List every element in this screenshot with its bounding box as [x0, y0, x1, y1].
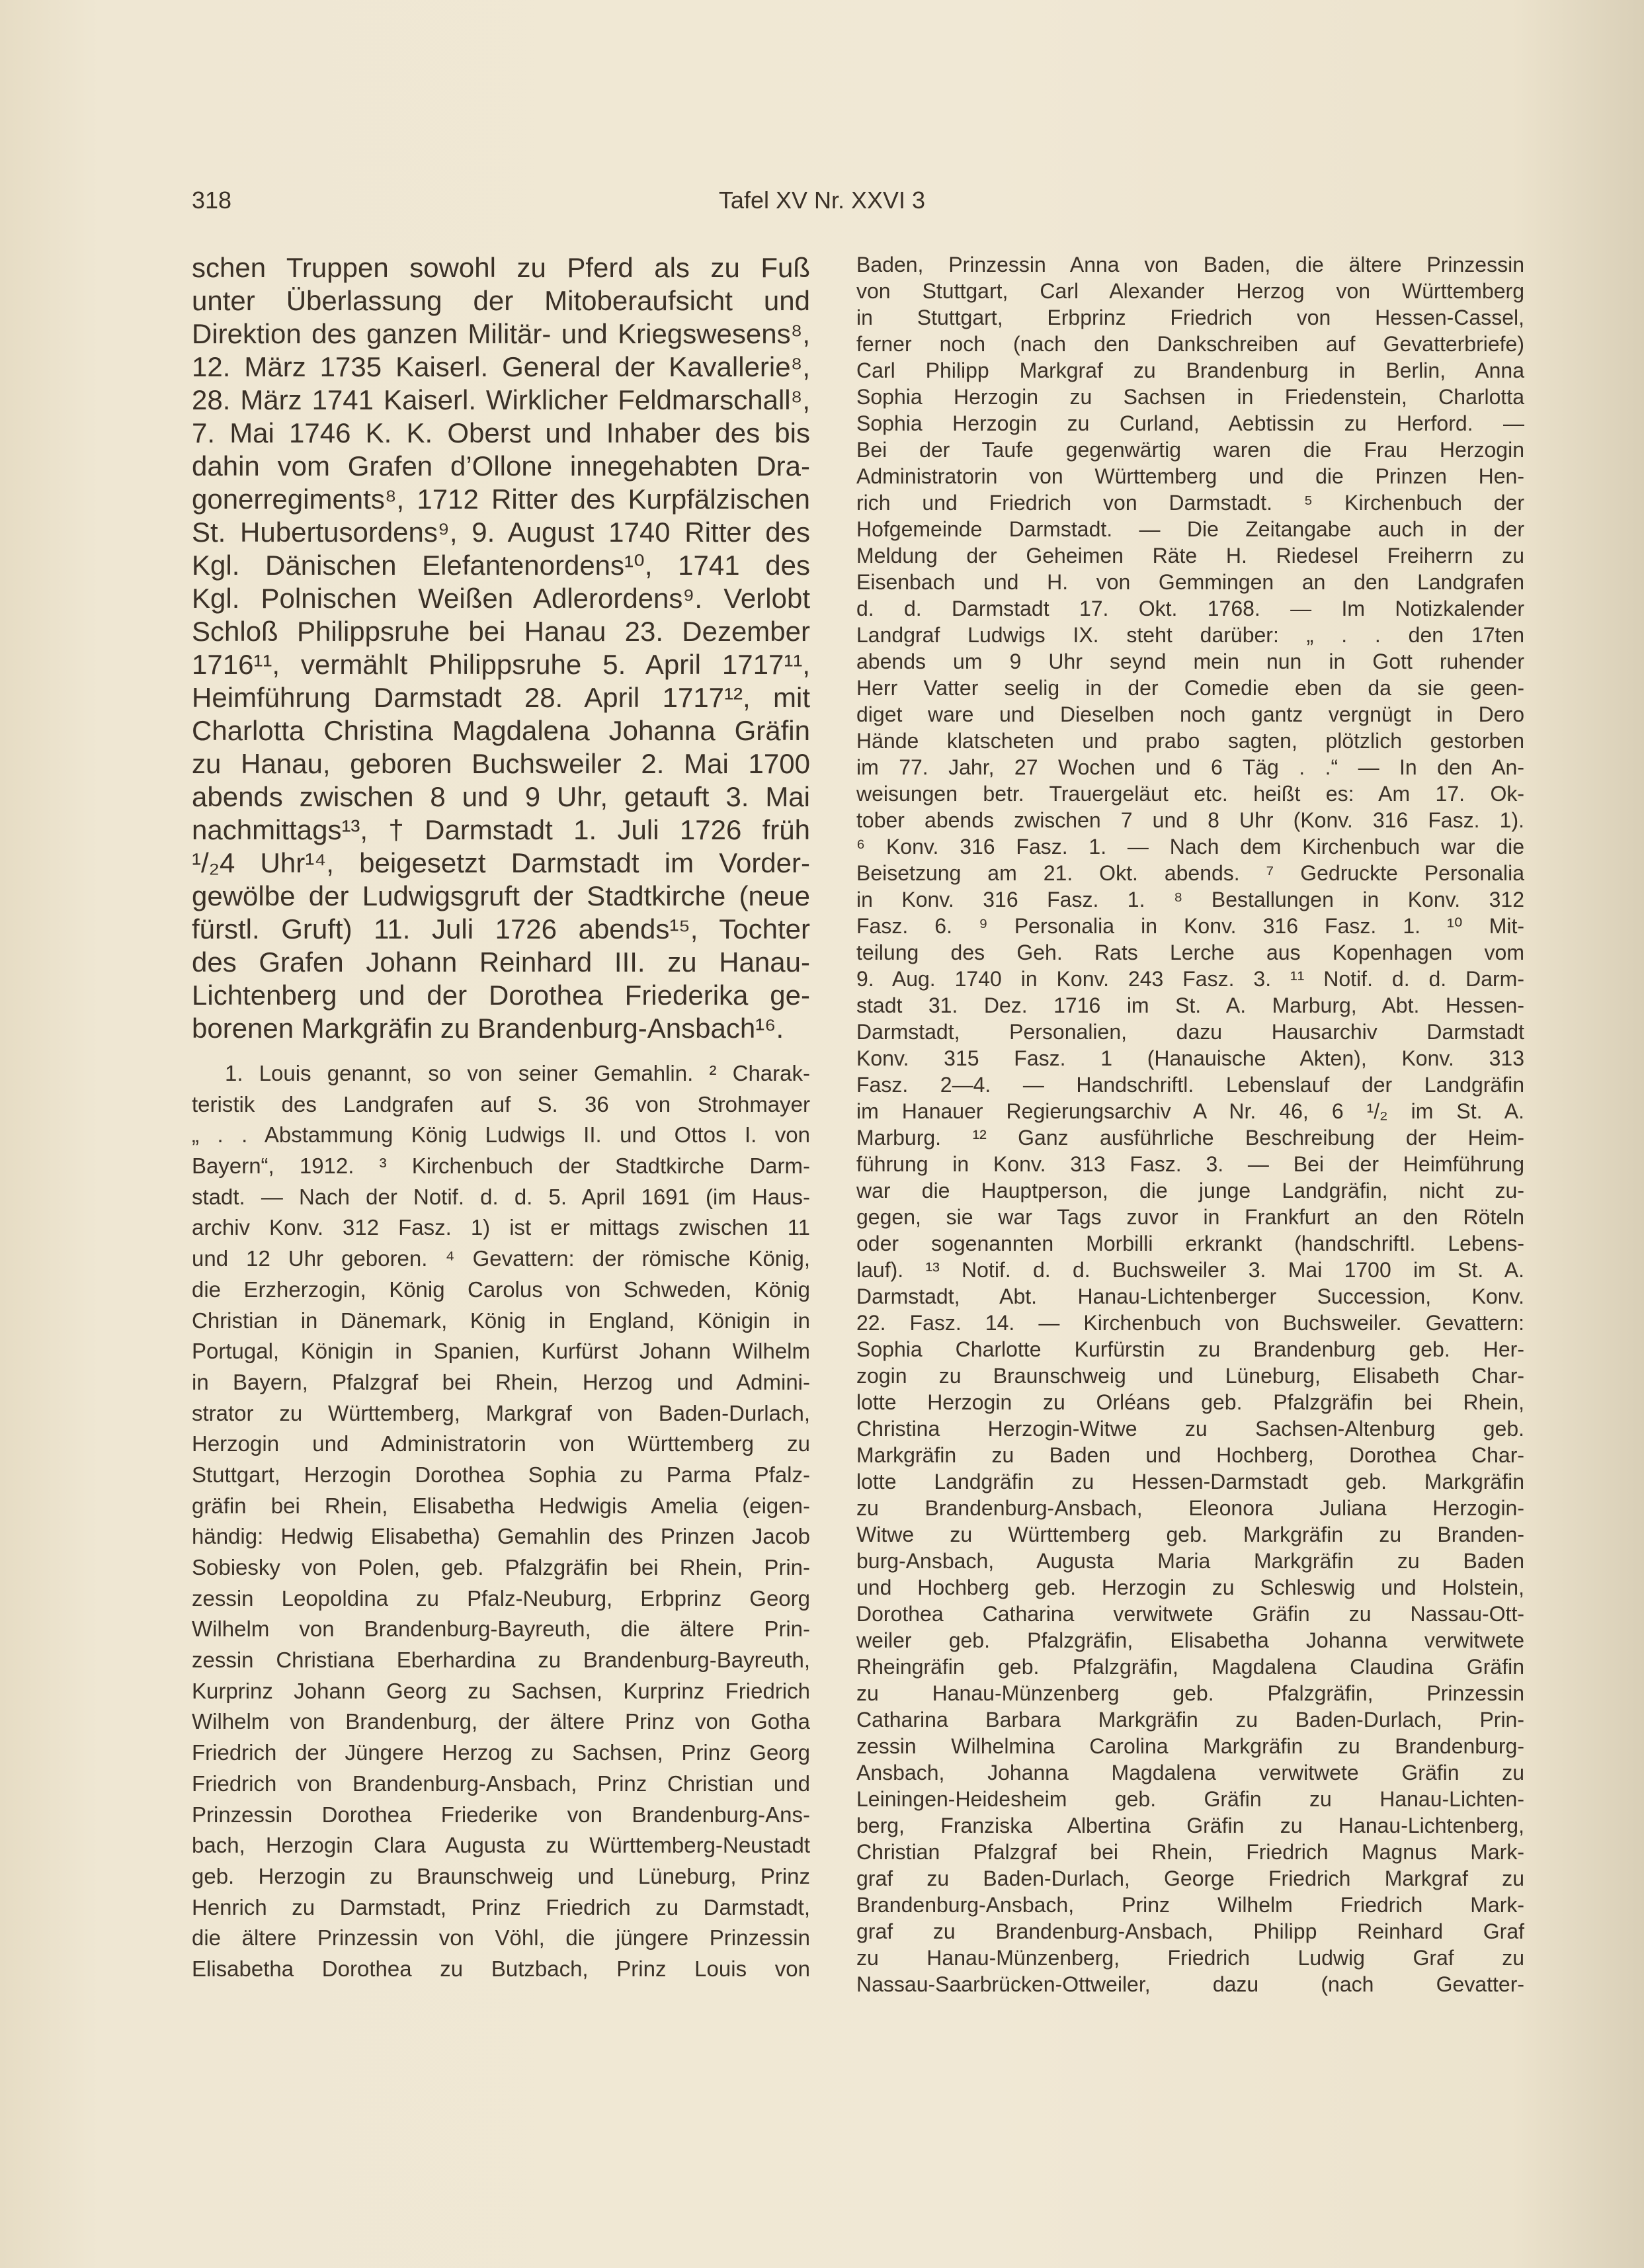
text-line — [192, 780, 810, 814]
text-line-content: d. d. Darmstadt 17. Okt. 1768. — Im Notizkalender — [856, 597, 1524, 620]
text-line-content: fürstl. Gruft) 11. Juli 1726 abends¹⁵, Tochter — [192, 913, 810, 945]
text-line — [856, 1680, 1524, 1706]
text-line — [856, 1257, 1524, 1283]
text-line-content: Witwe zu Württemberg geb. Markgräfin zu Branden- — [856, 1523, 1524, 1546]
text-line — [856, 1177, 1524, 1204]
text-line-content: zogin zu Braunschweig und Lüneburg, Elisabeth Char- — [856, 1364, 1524, 1388]
text-line-content: Administratorin von Württemberg und die Prinzen Hen- — [856, 464, 1524, 488]
text-line-content: Herr Vatter seelig in der Comedie eben da sie geen- — [856, 676, 1524, 700]
text-line-content: nachmittags¹³, † Darmstadt 1. Juli 1726 früh — [192, 814, 810, 845]
text-line-content: borenen Markgräfin zu Brandenburg-Ansbach¹⁶. — [192, 1013, 784, 1044]
text-line — [192, 516, 810, 549]
text-line — [856, 913, 1524, 939]
text-line — [856, 1363, 1524, 1389]
text-line-content: 22. Fasz. 14. — Kirchenbuch von Buchsweiler. Gevattern: — [856, 1311, 1524, 1335]
text-line-content: Christian Pfalzgraf bei Rhein, Friedrich Magnus Mark- — [856, 1840, 1524, 1864]
text-line — [192, 1800, 810, 1831]
text-line — [856, 1045, 1524, 1071]
text-line-content: Elisabetha Dorothea zu Butzbach, Prinz Louis von — [192, 1956, 810, 1981]
text-line-content: teristik des Landgrafen auf S. 36 von Strohmayer — [192, 1091, 810, 1116]
text-line-content: stadt. — Nach der Notif. d. d. 5. April 1691 (im Haus- — [192, 1184, 810, 1209]
text-line-content: Markgräfin zu Baden und Hochberg, Dorothea Char- — [856, 1443, 1524, 1467]
text-line-content: Catharina Barbara Markgräfin zu Baden-Durlach, Prin- — [856, 1708, 1524, 1732]
text-line-content: graf zu Brandenburg-Ansbach, Philipp Reinhard Graf — [856, 1919, 1524, 1943]
text-line — [856, 1495, 1524, 1521]
text-line — [192, 1830, 810, 1861]
text-line-content: Direktion des ganzen Militär- und Kriegswesens⁸, — [192, 318, 810, 349]
text-line — [856, 966, 1524, 992]
text-line-content: gräfin bei Rhein, Elisabetha Hedwigis Amelia (eigen- — [192, 1493, 810, 1518]
text-line — [856, 860, 1524, 886]
text-line — [192, 1645, 810, 1676]
text-line — [856, 992, 1524, 1019]
text-line-content: im 77. Jahr, 27 Wochen und 6 Täg . .“ — In den An- — [856, 755, 1524, 779]
text-line — [192, 814, 810, 847]
text-line — [192, 1429, 810, 1460]
text-line-content: Herzogin und Administratorin von Württemberg zu — [192, 1431, 810, 1456]
text-line — [192, 1212, 810, 1243]
text-line-content: berg, Franziska Albertina Gräfin zu Hanau-Lichtenberg, — [856, 1814, 1524, 1837]
text-line-content: archiv Konv. 312 Fasz. 1) ist er mittags zwischen 11 — [192, 1215, 810, 1240]
text-line — [192, 549, 810, 582]
text-line-content: und Hochberg geb. Herzogin zu Schleswig und Holstein, — [856, 1575, 1524, 1599]
text-line — [856, 1071, 1524, 1098]
text-line — [856, 1204, 1524, 1230]
text-line — [856, 1548, 1524, 1574]
text-line — [192, 681, 810, 714]
text-line — [192, 913, 810, 946]
text-line — [192, 1460, 810, 1491]
text-line-content: Friedrich von Brandenburg-Ansbach, Prinz Christian und — [192, 1771, 810, 1796]
text-line — [856, 542, 1524, 569]
text-line — [856, 807, 1524, 833]
text-line-content: unter Überlassung der Mitoberaufsicht und — [192, 285, 810, 316]
text-line-content: im Hanauer Regierungsarchiv A Nr. 46, 6 ¹/₂ im St. A. — [856, 1099, 1524, 1123]
text-line-content: diget ware und Dieselben noch gantz vergnügt in Dero — [856, 702, 1524, 726]
text-line-content: Kurprinz Johann Georg zu Sachsen, Kurprinz Friedrich — [192, 1678, 810, 1703]
text-line-content: „ . . Abstammung König Ludwigs II. und Ottos I. von — [192, 1122, 810, 1148]
text-line-content: Hände klatscheten und prabo sagten, plötzlich gestorben — [856, 729, 1524, 753]
text-line — [192, 1769, 810, 1800]
text-line — [192, 1923, 810, 1954]
text-line — [192, 1306, 810, 1337]
text-line — [192, 1058, 810, 1089]
text-line-content: Brandenburg-Ansbach, Prinz Wilhelm Friedrich Mark- — [856, 1893, 1524, 1917]
text-line — [856, 1124, 1524, 1151]
text-line-content: händig: Hedwig Elisabetha) Gemahlin des Prinzen Jacob — [192, 1524, 810, 1549]
text-line-content: ⁶ Konv. 316 Fasz. 1. — Nach dem Kirchenbuch war die — [856, 835, 1524, 859]
text-line — [856, 1627, 1524, 1654]
text-line-content: Stuttgart, Herzogin Dorothea Sophia zu Parma Pfalz- — [192, 1462, 810, 1487]
text-line-content: die ältere Prinzessin von Vöhl, die jüngere Prinzessin — [192, 1925, 810, 1951]
text-line-content: Fasz. 2—4. — Handschriftl. Lebenslauf der Landgräfin — [856, 1073, 1524, 1097]
text-line — [856, 1389, 1524, 1415]
text-line-content: Portugal, Königin in Spanien, Kurfürst Johann Wilhelm — [192, 1339, 810, 1364]
text-line-content: 28. März 1741 Kaiserl. Wirklicher Feldmarschall⁸, — [192, 384, 810, 415]
text-line — [192, 582, 810, 615]
text-line — [856, 1230, 1524, 1257]
text-line — [192, 1398, 810, 1429]
text-line — [856, 569, 1524, 595]
text-line — [192, 946, 810, 979]
text-line — [856, 1945, 1524, 1971]
text-line-content: 9. Aug. 1740 in Konv. 243 Fasz. 3. ¹¹ Notif. d. d. Darm- — [856, 967, 1524, 991]
page-number: 318 — [192, 187, 232, 214]
text-line — [192, 417, 810, 450]
text-line — [856, 437, 1524, 463]
text-line-content: des Grafen Johann Reinhard III. zu Hanau- — [192, 946, 810, 978]
text-line-content: gegen, sie war Tags zuvor in Frankfurt an den Röteln — [856, 1205, 1524, 1229]
text-line-content: dahin vom Grafen d’Ollone innegehabten Dra- — [192, 450, 810, 482]
text-line-content: Marburg. ¹² Ganz ausführliche Beschreibung der Heim- — [856, 1126, 1524, 1150]
text-line-content: zessin Wilhelmina Carolina Markgräfin zu Brandenburg- — [856, 1734, 1524, 1758]
text-line — [192, 979, 810, 1012]
text-line — [192, 747, 810, 780]
text-line — [192, 1089, 810, 1120]
text-line — [856, 754, 1524, 780]
text-line-content: Prinzessin Dorothea Friederike von Brandenburg-Ans- — [192, 1802, 810, 1827]
text-line — [856, 1098, 1524, 1124]
text-line-content: Konv. 315 Fasz. 1 (Hanauische Akten), Konv. 313 — [856, 1046, 1524, 1070]
text-line-content: in Stuttgart, Erbprinz Friedrich von Hessen-Cassel, — [856, 306, 1524, 329]
text-line-content: gewölbe der Ludwigsgruft der Stadtkirche (neue — [192, 880, 810, 911]
text-line-content: in Konv. 316 Fasz. 1. ⁸ Bestallungen in Konv. 312 — [856, 888, 1524, 911]
text-line — [192, 1583, 810, 1615]
text-line-content: Schloß Philippsruhe bei Hanau 23. Dezember — [192, 616, 810, 647]
text-line — [856, 357, 1524, 384]
text-line-content: Beisetzung am 21. Okt. abends. ⁷ Gedruckte Personalia — [856, 861, 1524, 885]
text-line-content: Fasz. 6. ⁹ Personalia in Konv. 316 Fasz. 1. ¹⁰ Mit- — [856, 914, 1524, 938]
text-line-content: Wilhelm von Brandenburg, der ältere Prinz von Gotha — [192, 1709, 810, 1734]
text-line — [856, 1706, 1524, 1733]
text-line — [192, 1614, 810, 1645]
text-line-content: zu Hanau-Münzenberg, Friedrich Ludwig Graf zu — [856, 1946, 1524, 1970]
text-line — [192, 1012, 810, 1045]
text-line-content: zu Hanau, geboren Buchsweiler 2. Mai 1700 — [192, 748, 810, 779]
text-line — [192, 1676, 810, 1707]
text-line-content: bach, Herzogin Clara Augusta zu Württemberg-Neustadt — [192, 1833, 810, 1858]
text-line — [856, 1019, 1524, 1045]
text-line-content: Hofgemeinde Darmstadt. — Die Zeitangabe auch in der — [856, 517, 1524, 541]
text-line-content: Heimführung Darmstadt 28. April 1717¹², mit — [192, 682, 810, 713]
text-line-content: strator zu Württemberg, Markgraf von Baden-Durlach, — [192, 1400, 810, 1425]
text-line — [192, 450, 810, 483]
text-line — [192, 1120, 810, 1151]
text-line — [192, 1182, 810, 1213]
text-line-content: war die Hauptperson, die junge Landgräfin, nicht zu- — [856, 1179, 1524, 1202]
text-line — [192, 1521, 810, 1552]
text-line — [192, 880, 810, 913]
text-line — [856, 384, 1524, 410]
text-line — [192, 847, 810, 880]
text-line — [856, 1468, 1524, 1495]
text-line-content: geb. Herzogin zu Braunschweig und Lüneburg, Prinz — [192, 1863, 810, 1888]
text-line — [856, 939, 1524, 966]
text-line-content: rich und Friedrich von Darmstadt. ⁵ Kirchenbuch der — [856, 491, 1524, 515]
text-line-content: von Stuttgart, Carl Alexander Herzog von Württemberg — [856, 279, 1524, 303]
text-line-content: Baden, Prinzessin Anna von Baden, die ältere Prinzessin — [856, 253, 1524, 276]
text-line — [856, 1521, 1524, 1548]
text-line — [856, 648, 1524, 675]
text-line — [192, 1151, 810, 1182]
text-line — [856, 728, 1524, 754]
text-line — [856, 701, 1524, 728]
text-line — [856, 410, 1524, 437]
text-line — [856, 463, 1524, 489]
text-line — [192, 1954, 810, 1985]
text-line-content: Meldung der Geheimen Räte H. Riedesel Freiherrn zu — [856, 544, 1524, 567]
text-line-content: die Erzherzogin, König Carolus von Schweden, König — [192, 1277, 810, 1302]
main-text — [192, 251, 810, 1045]
text-line — [856, 1892, 1524, 1918]
text-line — [856, 1971, 1524, 1997]
text-line — [856, 886, 1524, 913]
text-line-content: Sobiesky von Polen, geb. Pfalzgräfin bei Rhein, Prin- — [192, 1555, 810, 1579]
text-line-content: burg-Ansbach, Augusta Maria Markgräfin zu Baden — [856, 1549, 1524, 1573]
right-column-footnotes — [856, 251, 1524, 1997]
text-line-content: Christina Herzogin-Witwe zu Sachsen-Altenburg geb. — [856, 1417, 1524, 1441]
text-line-content: St. Hubertusordens⁹, 9. August 1740 Ritter des — [192, 517, 810, 548]
text-line — [192, 251, 810, 284]
text-line-content: Ansbach, Johanna Magdalena verwitwete Gräfin zu — [856, 1761, 1524, 1785]
text-line-content: Nassau-Saarbrücken-Ottweiler, dazu (nach Gevatter- — [856, 1972, 1524, 1996]
text-line — [192, 1738, 810, 1769]
text-line — [192, 1706, 810, 1738]
text-line-content: gonerregiments⁸, 1712 Ritter des Kurpfälzischen — [192, 483, 810, 515]
text-line — [856, 1336, 1524, 1363]
text-line-content: 12. März 1735 Kaiserl. General der Kavallerie⁸, — [192, 351, 810, 382]
text-line — [192, 1336, 810, 1367]
text-line — [856, 1310, 1524, 1336]
text-line-content: weiler geb. Pfalzgräfin, Elisabetha Johanna verwitwete — [856, 1628, 1524, 1652]
text-line — [192, 714, 810, 747]
text-line-content: Eisenbach und H. von Gemmingen an den Landgrafen — [856, 570, 1524, 594]
text-line-content: 1716¹¹, vermählt Philippsruhe 5. April 1717¹¹, — [192, 649, 810, 680]
text-line — [856, 675, 1524, 701]
text-line-content: Lichtenberg und der Dorothea Friederika ge- — [192, 980, 810, 1011]
text-line — [192, 1861, 810, 1892]
text-line — [192, 284, 810, 317]
text-line-content: Landgraf Ludwigs IX. steht darüber: „ . . den 17ten — [856, 623, 1524, 647]
text-line — [192, 615, 810, 648]
text-line — [856, 516, 1524, 542]
text-line — [856, 1601, 1524, 1627]
text-line — [856, 1283, 1524, 1310]
text-line — [192, 483, 810, 516]
text-line — [856, 1839, 1524, 1865]
text-line-content: lotte Herzogin zu Orléans geb. Pfalzgräfin bei Rhein, — [856, 1390, 1524, 1414]
text-line — [856, 622, 1524, 648]
text-line-content: Friedrich der Jüngere Herzog zu Sachsen, Prinz Georg — [192, 1740, 810, 1765]
text-line — [856, 1442, 1524, 1468]
text-line-content: Sophia Herzogin zu Sachsen in Friedenstein, Charlotta — [856, 385, 1524, 409]
text-line-content: Christian in Dänemark, König in England, Königin in — [192, 1308, 810, 1333]
text-line-content: 1. Louis genannt, so von seiner Gemahlin. ² Charak- — [225, 1061, 810, 1085]
text-line — [192, 317, 810, 351]
text-line — [856, 1654, 1524, 1680]
text-line — [856, 489, 1524, 516]
text-line — [192, 384, 810, 417]
text-line-content: stadt 31. Dez. 1716 im St. A. Marburg, Abt. Hessen- — [856, 993, 1524, 1017]
text-line-content: oder sogenannten Morbilli erkrankt (handschriftl. Lebens- — [856, 1232, 1524, 1255]
text-line-content: Rheingräfin geb. Pfalzgräfin, Magdalena Claudina Gräfin — [856, 1655, 1524, 1679]
text-line — [192, 1367, 810, 1398]
text-line-content: Bei der Taufe gegenwärtig waren die Frau Herzogin — [856, 438, 1524, 462]
text-line — [856, 1812, 1524, 1839]
text-line-content: Carl Philipp Markgraf zu Brandenburg in Berlin, Anna — [856, 358, 1524, 382]
text-line — [856, 833, 1524, 860]
text-line-content: abends zwischen 8 und 9 Uhr, getauft 3. Mai — [192, 781, 810, 812]
running-title: Tafel XV Nr. XXVI 3 — [718, 187, 926, 214]
text-line-content: Darmstadt, Personalien, dazu Hausarchiv Darmstadt — [856, 1020, 1524, 1044]
text-line-content: Bayern“, 1912. ³ Kirchenbuch der Stadtkirche Darm- — [192, 1154, 810, 1179]
text-line-content: Wilhelm von Brandenburg-Bayreuth, die ältere Prin- — [192, 1617, 810, 1642]
text-line-content: tober abends zwischen 7 und 8 Uhr (Konv. 316 Fasz. 1). — [856, 808, 1524, 832]
text-line — [856, 780, 1524, 807]
text-line-content: teilung des Geh. Rats Lerche aus Kopenhagen vom — [856, 941, 1524, 964]
text-line-content: Kgl. Polnischen Weißen Adlerordens⁹. Verlobt — [192, 583, 810, 614]
text-line — [856, 1865, 1524, 1892]
text-line — [192, 1491, 810, 1522]
text-line-content: lauf). ¹³ Notif. d. d. Buchsweiler 3. Mai 1700 im St. A. — [856, 1258, 1524, 1282]
text-line-content: abends um 9 Uhr seynd mein nun in Gott ruhender — [856, 650, 1524, 673]
text-line-content: schen Truppen sowohl zu Pferd als zu Fuß — [192, 252, 810, 283]
text-line-content: Dorothea Catharina verwitwete Gräfin zu Nassau-Ott- — [856, 1602, 1524, 1626]
text-line-content: 7. Mai 1746 K. K. Oberst und Inhaber des bis — [192, 417, 810, 448]
text-line — [192, 1243, 810, 1275]
text-line-content: weisungen betr. Trauergeläut etc. heißt es: Am 17. Ok- — [856, 782, 1524, 806]
text-line — [856, 251, 1524, 278]
text-line-content: und 12 Uhr geboren. ⁴ Gevattern: der römische König, — [192, 1246, 810, 1271]
text-line — [192, 648, 810, 681]
text-line-content: Charlotta Christina Magdalena Johanna Gräfin — [192, 715, 810, 746]
text-line-content: Sophia Herzogin zu Curland, Aebtissin zu Herford. — — [856, 411, 1524, 435]
text-line — [192, 1892, 810, 1923]
text-line-content: zu Brandenburg-Ansbach, Eleonora Juliana Herzogin- — [856, 1496, 1524, 1520]
text-line-content: zu Hanau-Münzenberg geb. Pfalzgräfin, Prinzessin — [856, 1681, 1524, 1705]
footnotes-left — [192, 1058, 810, 1985]
text-line-content: zessin Christiana Eberhardina zu Brandenburg-Bayreuth, — [192, 1648, 810, 1673]
text-line-content: führung in Konv. 313 Fasz. 3. — Bei der Heimführung — [856, 1152, 1524, 1176]
text-line — [856, 1918, 1524, 1945]
text-line-content: Henrich zu Darmstadt, Prinz Friedrich zu Darmstadt, — [192, 1894, 810, 1919]
text-line-content: zessin Leopoldina zu Pfalz-Neuburg, Erbprinz Georg — [192, 1585, 810, 1611]
text-line — [856, 1759, 1524, 1786]
text-line — [856, 1415, 1524, 1442]
text-line — [192, 351, 810, 384]
text-line-content: ferner noch (nach den Dankschreiben auf Gevatterbriefe) — [856, 332, 1524, 356]
text-line — [192, 1552, 810, 1583]
text-line-content: Sophia Charlotte Kurfürstin zu Brandenburg geb. Her- — [856, 1337, 1524, 1361]
text-line — [856, 1151, 1524, 1177]
text-line-content: in Bayern, Pfalzgraf bei Rhein, Herzog und Admini- — [192, 1369, 810, 1394]
text-line — [856, 1786, 1524, 1812]
text-line-content: ¹/₂4 Uhr¹⁴, beigesetzt Darmstadt im Vorder- — [192, 847, 810, 878]
text-line — [856, 278, 1524, 304]
text-line-content: lotte Landgräfin zu Hessen-Darmstadt geb. Markgräfin — [856, 1470, 1524, 1493]
text-line — [856, 1733, 1524, 1759]
left-column — [192, 251, 810, 1985]
text-line — [856, 304, 1524, 331]
text-line-content: Darmstadt, Abt. Hanau-Lichtenberger Succession, Konv. — [856, 1284, 1524, 1308]
text-line — [856, 595, 1524, 622]
text-line-content: Leiningen-Heidesheim geb. Gräfin zu Hanau-Lichten- — [856, 1787, 1524, 1811]
text-line-content: graf zu Baden-Durlach, George Friedrich Markgraf zu — [856, 1867, 1524, 1890]
text-line-content: Kgl. Dänischen Elefantenordens¹⁰, 1741 des — [192, 550, 810, 581]
text-line — [856, 331, 1524, 357]
text-line — [856, 1574, 1524, 1601]
text-line — [192, 1275, 810, 1306]
